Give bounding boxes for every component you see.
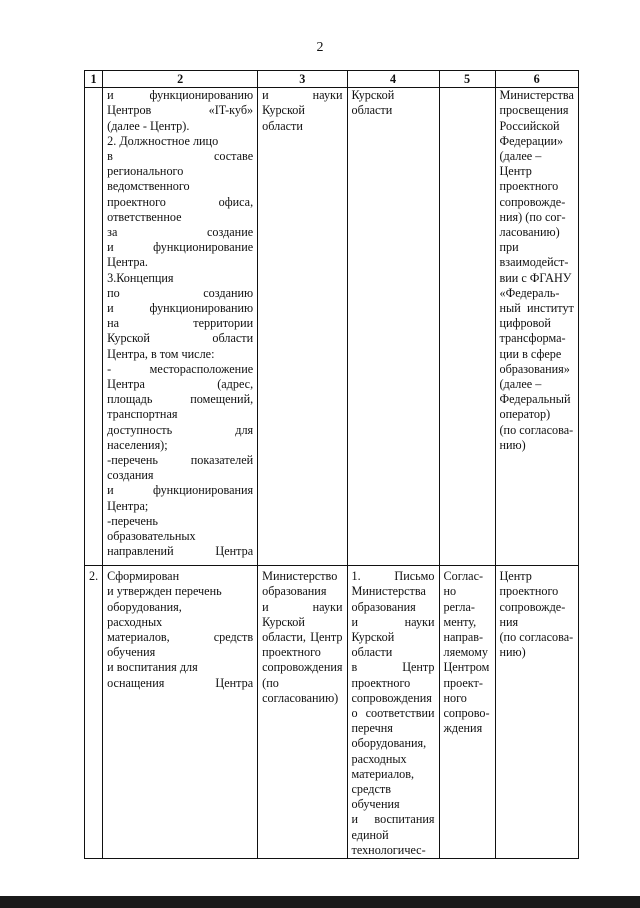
cell-text-line: ответственное xyxy=(107,209,182,224)
cell-text-line: Курской xyxy=(351,630,395,645)
cell-text-line: -перечень xyxy=(107,513,158,528)
cell-text-line: создания xyxy=(107,468,154,483)
cell-text-line: и воспитания для xyxy=(107,660,198,675)
deadline-cell xyxy=(439,566,495,859)
header-col-2: 2 xyxy=(103,71,258,88)
cell-text-line: трансформа- xyxy=(499,331,566,346)
cell-text-line: и науки xyxy=(351,614,435,629)
cell-text-line: транспортная xyxy=(107,407,178,422)
cell-text-line: направ- xyxy=(443,630,484,645)
cell-text-line: технологичес- xyxy=(351,842,426,857)
cell-text-line: при xyxy=(499,240,519,255)
responsible-cell xyxy=(258,88,347,566)
cell-text-line: (по согласова- xyxy=(499,422,574,437)
cell-text-line: материалов, средств xyxy=(107,630,254,645)
cell-text-line: сопровожде- xyxy=(499,599,566,614)
cell-text-line: Центра. xyxy=(107,255,148,270)
cell-text-line: сопровожде- xyxy=(499,194,566,209)
cell-text-line: проектного xyxy=(499,179,559,194)
cell-text-line: - месторасположение xyxy=(107,361,254,376)
cell-text-line: оборудования, xyxy=(107,599,182,614)
cell-text-line: Центра; xyxy=(107,498,149,513)
cell-text-line: в составе xyxy=(107,149,254,164)
cell-text-line: сопровождения xyxy=(351,690,432,705)
cell-text-line: перечня xyxy=(351,721,393,736)
cell-text-line: сопровождения xyxy=(262,660,343,675)
cell-text-line: направлений Центра xyxy=(107,544,254,559)
cell-text-line: и науки xyxy=(262,88,343,103)
cell-text-line: оснащения Центра xyxy=(107,675,254,690)
table-header-row xyxy=(85,71,579,88)
cell-text-line: просвещения xyxy=(499,103,569,118)
cell-text-line: -перечень показателей xyxy=(107,453,254,468)
header-col-5: 5 xyxy=(439,71,495,88)
cell-text-line: Сформирован xyxy=(107,569,180,584)
cell-text-line: 3.Концепция xyxy=(107,270,174,285)
row-number: 2. xyxy=(89,569,99,584)
cell-text-line: расходных xyxy=(351,751,407,766)
result-cell xyxy=(347,88,439,566)
header-col-6: 6 xyxy=(495,71,578,88)
header-col-4: 4 xyxy=(347,71,439,88)
deadline-cell xyxy=(439,88,495,566)
cell-text-line: средств xyxy=(351,782,391,797)
cell-text-line: Курской области xyxy=(107,331,254,346)
cell-text-line: регла- xyxy=(443,599,475,614)
header-col-1: 1 xyxy=(85,71,103,88)
cell-text-line: ции в сфере xyxy=(499,346,562,361)
cell-text-line: по созданию xyxy=(107,285,254,300)
plan-table xyxy=(84,70,579,859)
cell-text-line: Центр xyxy=(499,569,532,584)
participant-cell xyxy=(495,88,578,566)
cell-text-line: Федерации» xyxy=(499,133,564,148)
cell-text-line: доступность для xyxy=(107,422,254,437)
cell-text-line: взаимодейст- xyxy=(499,255,569,270)
cell-text-line: о соответствии xyxy=(351,706,435,721)
cell-text-line: и утвержден перечень xyxy=(107,584,222,599)
cell-text-line: оборудования, xyxy=(351,736,427,751)
cell-text-line: за создание xyxy=(107,225,254,240)
cell-text-line: ласованию) xyxy=(499,225,560,240)
result-cell xyxy=(347,566,439,859)
cell-text-line: Министерства xyxy=(351,584,426,599)
cell-text-line: (по xyxy=(262,675,279,690)
cell-text-line: Курской xyxy=(351,88,395,103)
cell-text-line: обучения xyxy=(107,645,156,660)
cell-text-line: области xyxy=(262,118,303,133)
cell-text-line: цифровой xyxy=(499,316,551,331)
cell-text-line: на территории xyxy=(107,316,254,331)
cell-text-line: Министерства xyxy=(499,88,574,103)
cell-text-line: нию) xyxy=(499,645,526,660)
cell-text-line: Курской xyxy=(262,614,305,629)
cell-text-line: и науки xyxy=(262,599,343,614)
responsible-cell xyxy=(258,566,347,859)
cell-text-line: Министерство xyxy=(262,569,338,584)
cell-text-line: ляемому xyxy=(443,645,488,660)
cell-text-line: и функционирования xyxy=(107,483,254,498)
cell-text-line: образовательных xyxy=(107,529,196,544)
cell-text-line: и функционирование xyxy=(107,240,254,255)
cell-text-line: ния xyxy=(499,614,519,629)
cell-text-line: ния) (по сог- xyxy=(499,209,566,224)
table-row xyxy=(85,88,579,566)
cell-text-line: проектного xyxy=(351,675,411,690)
cell-text-line: «Федераль- xyxy=(499,285,560,300)
task-cell xyxy=(103,566,258,859)
cell-text-line: (далее – xyxy=(499,377,542,392)
cell-text-line: Федеральный xyxy=(499,392,571,407)
cell-text-line: Центром xyxy=(443,660,490,675)
cell-text-line: Центр xyxy=(499,164,532,179)
cell-text-line: образования» xyxy=(499,361,570,376)
task-cell xyxy=(103,88,258,566)
page-number: 2 xyxy=(316,40,324,55)
cell-text-line: Российской xyxy=(499,118,560,133)
scan-bottom-edge xyxy=(0,896,640,908)
cell-text-line: образования xyxy=(262,584,327,599)
cell-text-line: (далее – xyxy=(499,149,542,164)
cell-text-line: проектного xyxy=(262,645,321,660)
cell-text-line: Центра (адрес, xyxy=(107,377,254,392)
row-number-cell xyxy=(85,566,103,859)
cell-text-line: площадь помещений, xyxy=(107,392,254,407)
cell-text-line: в Центр xyxy=(351,660,435,675)
cell-text-line: обучения xyxy=(351,797,400,812)
cell-text-line: (далее - Центр). xyxy=(107,118,190,133)
cell-text-line: Центра, в том числе: xyxy=(107,346,215,361)
cell-text-line: 1. Письмо xyxy=(351,569,435,584)
cell-text-line: области xyxy=(351,645,393,660)
cell-text-line: 2. Должностное лицо xyxy=(107,133,219,148)
cell-text-line: единой xyxy=(351,827,389,842)
cell-text-line: ждения xyxy=(443,721,483,736)
cell-text-line: области xyxy=(351,103,393,118)
row-number-cell xyxy=(85,88,103,566)
cell-text-line: Курской xyxy=(262,103,305,118)
participant-cell xyxy=(495,566,578,859)
cell-text-line: сопрово- xyxy=(443,706,490,721)
cell-text-line: вии с ФГАНУ xyxy=(499,270,572,285)
cell-text-line: и функционированию xyxy=(107,301,254,316)
cell-text-line: согласованию) xyxy=(262,690,339,705)
cell-text-line: материалов, xyxy=(351,766,415,781)
cell-text-line: проектного офиса, xyxy=(107,194,254,209)
cell-text-line: проектного xyxy=(499,584,559,599)
cell-text-line: (по согласова- xyxy=(499,630,574,645)
cell-text-line: ный институт xyxy=(499,301,574,316)
cell-text-line: ного xyxy=(443,690,467,705)
cell-text-line: области, Центр xyxy=(262,630,343,645)
cell-text-line: регионального xyxy=(107,164,184,179)
cell-text-line: оператор) xyxy=(499,407,551,422)
cell-text-line: ведомственного xyxy=(107,179,190,194)
cell-text-line: расходных xyxy=(107,614,163,629)
cell-text-line: и функционированию xyxy=(107,88,254,103)
table-row xyxy=(85,566,579,859)
cell-text-line: Соглас- xyxy=(443,569,484,584)
cell-text-line: Центров «IT-куб» xyxy=(107,103,254,118)
cell-text-line: менту, xyxy=(443,614,477,629)
cell-text-line: но xyxy=(443,584,457,599)
cell-text-line: и воспитания xyxy=(351,812,435,827)
cell-text-line: образования xyxy=(351,599,416,614)
header-col-3: 3 xyxy=(258,71,347,88)
cell-text-line: проект- xyxy=(443,675,483,690)
cell-text-line: нию) xyxy=(499,437,526,452)
cell-text-line: населения); xyxy=(107,437,168,452)
